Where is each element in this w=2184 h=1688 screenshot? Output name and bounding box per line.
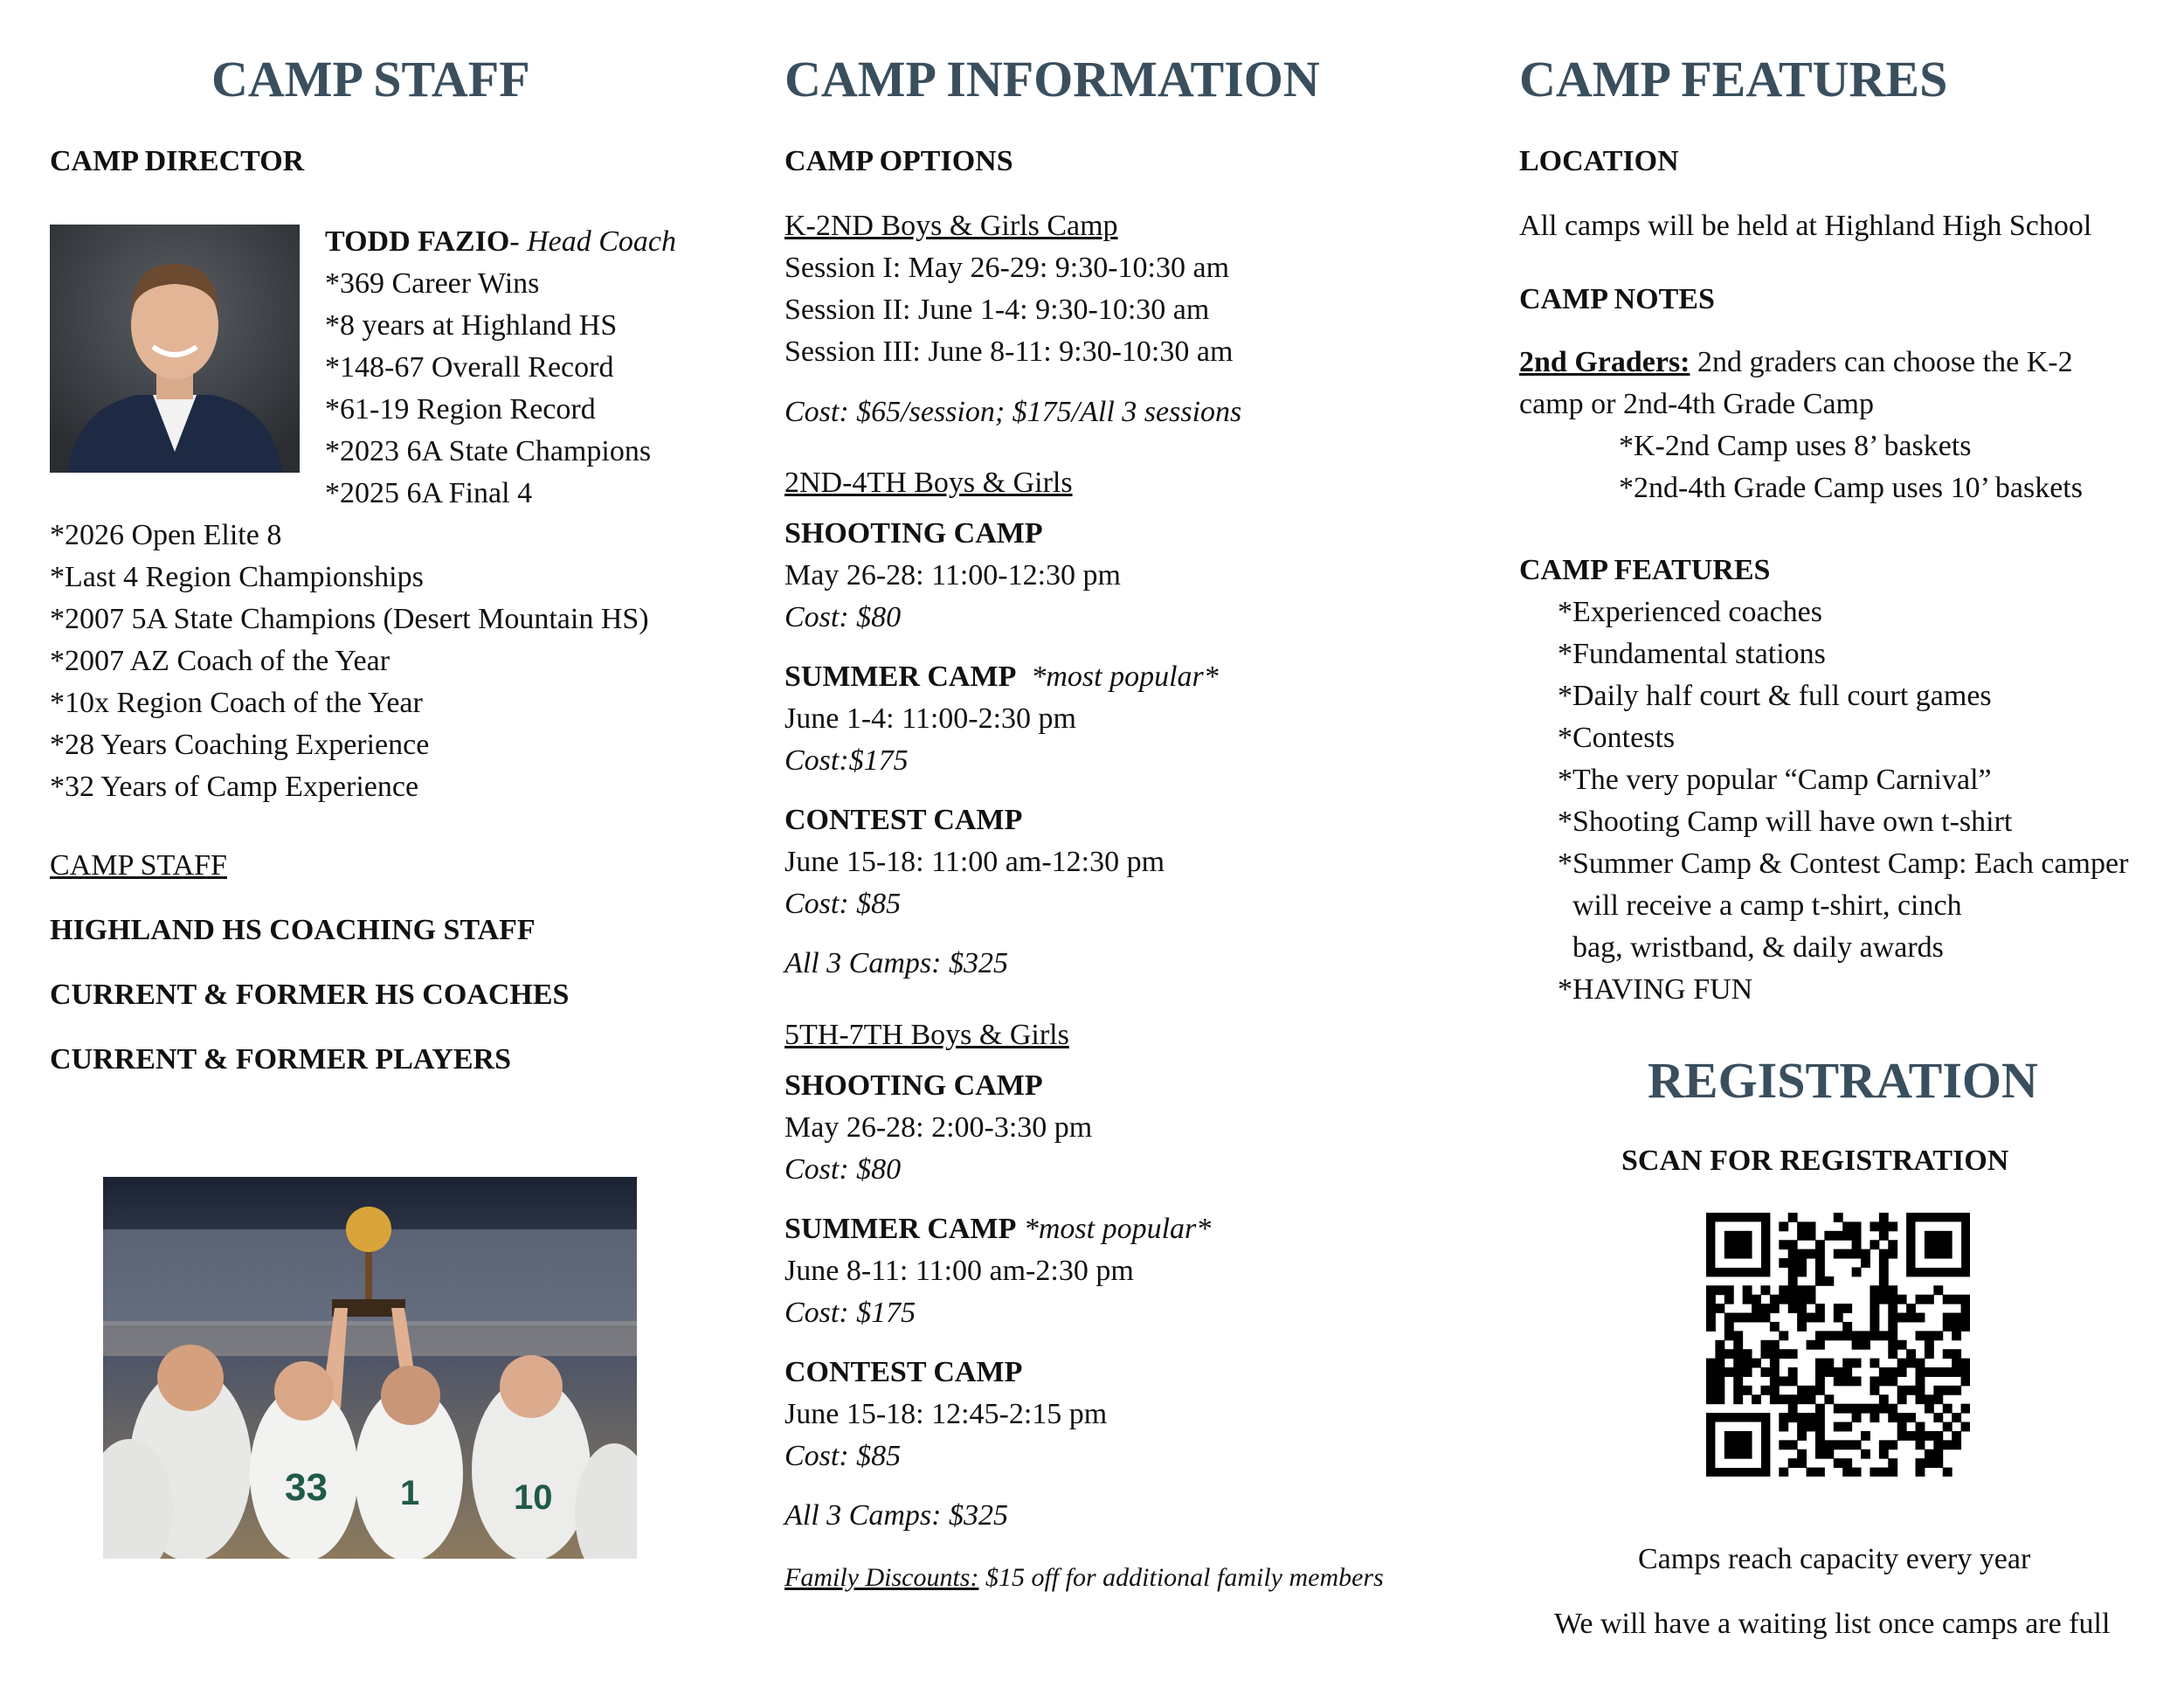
feature-item: will receive a camp t-shirt, cinch — [1558, 889, 1962, 922]
g24-shooting-date: May 26-28: 11:00-12:30 pm — [784, 559, 1121, 591]
director-headshot-photo — [50, 225, 300, 473]
team-celebration-photo — [103, 1177, 637, 1559]
jersey-number: 10 — [514, 1478, 553, 1517]
director-stat: *2026 Open Elite 8 — [50, 519, 282, 551]
g57-summer-line — [784, 1213, 1211, 1246]
feature-item: *Contests — [1558, 722, 1676, 754]
g24-contest-cost: Cost: $85 — [784, 888, 902, 920]
feature-item: *HAVING FUN — [1558, 973, 1753, 1006]
g24-contest-date: June 15-18: 11:00 am-12:30 pm — [784, 846, 1165, 878]
g57-contest-date: June 15-18: 12:45-2:15 pm — [784, 1398, 1108, 1430]
registration-qr-code[interactable] — [1706, 1213, 1970, 1477]
director-stat: *369 Career Wins — [325, 267, 540, 300]
director-stat: *32 Years of Camp Experience — [50, 771, 419, 803]
staff-line: HIGHLAND HS COACHING STAFF — [50, 914, 536, 946]
jersey-number: 33 — [285, 1466, 328, 1509]
g57-shooting-date: May 26-28: 2:00-3:30 pm — [784, 1111, 1093, 1144]
director-dash: - — [509, 225, 528, 258]
notes-line-2: camp or 2nd-4th Grade Camp — [1519, 388, 1874, 420]
waitlist-text: We will have a waiting list once camps are full — [1554, 1608, 2111, 1640]
g24-contest-title: CONTEST CAMP — [784, 804, 1023, 836]
g24-summer-title: SUMMER CAMP — [784, 661, 1017, 693]
director-stat: *2025 6A Final 4 — [325, 477, 533, 509]
capacity-text: Camps reach capacity every year — [1638, 1543, 2031, 1575]
g57-summer-date: June 8-11: 11:00 am-2:30 pm — [784, 1255, 1134, 1287]
g24-heading: 2ND-4TH Boys & Girls — [784, 467, 1073, 499]
camp-features-title: CAMP FEATURES — [1519, 51, 1948, 107]
director-stat: *8 years at Highland HS — [325, 309, 618, 342]
camp-director-heading: CAMP DIRECTOR — [50, 145, 305, 177]
registration-title: REGISTRATION — [1648, 1052, 2038, 1109]
location-text: All camps will be held at Highland High School — [1519, 210, 2092, 242]
g24-summer-line — [784, 661, 1219, 694]
k2-heading: K-2ND Boys & Girls Camp — [784, 210, 1118, 242]
g24-summer-date: June 1-4: 11:00-2:30 pm — [784, 702, 1076, 735]
g57-summer-title: SUMMER CAMP — [784, 1213, 1017, 1245]
k2-session: Session II: June 1-4: 9:30-10:30 am — [784, 294, 1210, 326]
g57-all3-price: All 3 Camps: $325 — [784, 1499, 1008, 1532]
family-discount-label: Family Discounts: — [784, 1563, 979, 1592]
camp-information-title: CAMP INFORMATION — [784, 51, 1320, 107]
camp-options-heading: CAMP OPTIONS — [784, 145, 1013, 177]
family-discount-text: $15 off for additional family members — [978, 1563, 1384, 1592]
g24-summer-cost: Cost:$175 — [784, 744, 909, 777]
feature-item: *Experienced coaches — [1558, 596, 1822, 628]
scan-label: SCAN FOR REGISTRATION — [1621, 1145, 2009, 1177]
most-popular-tag: *most popular* — [1031, 661, 1219, 693]
director-stat: *61-19 Region Record — [325, 393, 596, 425]
family-discount-line — [784, 1563, 1384, 1593]
k2-cost: Cost: $65/session; $175/All 3 sessions — [784, 396, 1242, 428]
staff-line: CURRENT & FORMER PLAYERS — [50, 1043, 511, 1076]
notes-bullet: *K-2nd Camp uses 8’ baskets — [1619, 430, 1972, 462]
feature-item: *Shooting Camp will have own t-shirt — [1558, 806, 2013, 838]
feature-item: bag, wristband, & daily awards — [1558, 931, 1944, 964]
feature-item: *Summer Camp & Contest Camp: Each camper — [1558, 847, 2129, 880]
feature-item: *Fundamental stations — [1558, 638, 1826, 670]
feature-item: *The very popular “Camp Carnival” — [1558, 764, 1992, 796]
staff-line: CURRENT & FORMER HS COACHES — [50, 979, 570, 1011]
g24-all3-price: All 3 Camps: $325 — [784, 947, 1008, 979]
camp-staff-title: CAMP STAFF — [211, 51, 530, 107]
g24-shooting-cost: Cost: $80 — [784, 601, 902, 633]
notes-label: 2nd Graders: — [1519, 346, 1690, 378]
director-stat: *2007 AZ Coach of the Year — [50, 645, 390, 677]
features-heading: CAMP FEATURES — [1519, 554, 1771, 586]
g24-shooting-title: SHOOTING CAMP — [784, 517, 1043, 550]
most-popular-tag: *most popular* — [1023, 1213, 1212, 1245]
g57-heading: 5TH-7TH Boys & Girls — [784, 1019, 1069, 1051]
notes-line-1 — [1519, 346, 2073, 379]
director-name-line — [325, 225, 676, 259]
g57-contest-title: CONTEST CAMP — [784, 1356, 1023, 1388]
camp-staff-heading: CAMP STAFF — [50, 849, 227, 882]
director-stat: *2023 6A State Champions — [325, 435, 652, 467]
director-stat: *Last 4 Region Championships — [50, 561, 424, 593]
director-stat: *2007 5A State Champions (Desert Mountain HS) — [50, 603, 649, 635]
location-heading: LOCATION — [1519, 145, 1679, 177]
director-stat: *148-67 Overall Record — [325, 351, 614, 384]
k2-session: Session III: June 8-11: 9:30-10:30 am — [784, 336, 1234, 368]
director-role: Head Coach — [527, 225, 677, 258]
director-stat: *28 Years Coaching Experience — [50, 729, 430, 761]
feature-item: *Daily half court & full court games — [1558, 680, 1992, 712]
notes-text: 2nd graders can choose the K-2 — [1690, 346, 2073, 378]
notes-bullet: *2nd-4th Grade Camp uses 10’ baskets — [1619, 472, 2083, 504]
jersey-number: 1 — [400, 1474, 420, 1512]
g57-summer-cost: Cost: $175 — [784, 1297, 916, 1329]
g57-contest-cost: Cost: $85 — [784, 1440, 902, 1472]
k2-session: Session I: May 26-29: 9:30-10:30 am — [784, 252, 1230, 284]
director-stat: *10x Region Coach of the Year — [50, 687, 423, 719]
director-name: TODD FAZIO — [325, 225, 510, 258]
g57-shooting-title: SHOOTING CAMP — [784, 1069, 1043, 1102]
g57-shooting-cost: Cost: $80 — [784, 1153, 902, 1186]
camp-notes-heading: CAMP NOTES — [1519, 283, 1715, 315]
